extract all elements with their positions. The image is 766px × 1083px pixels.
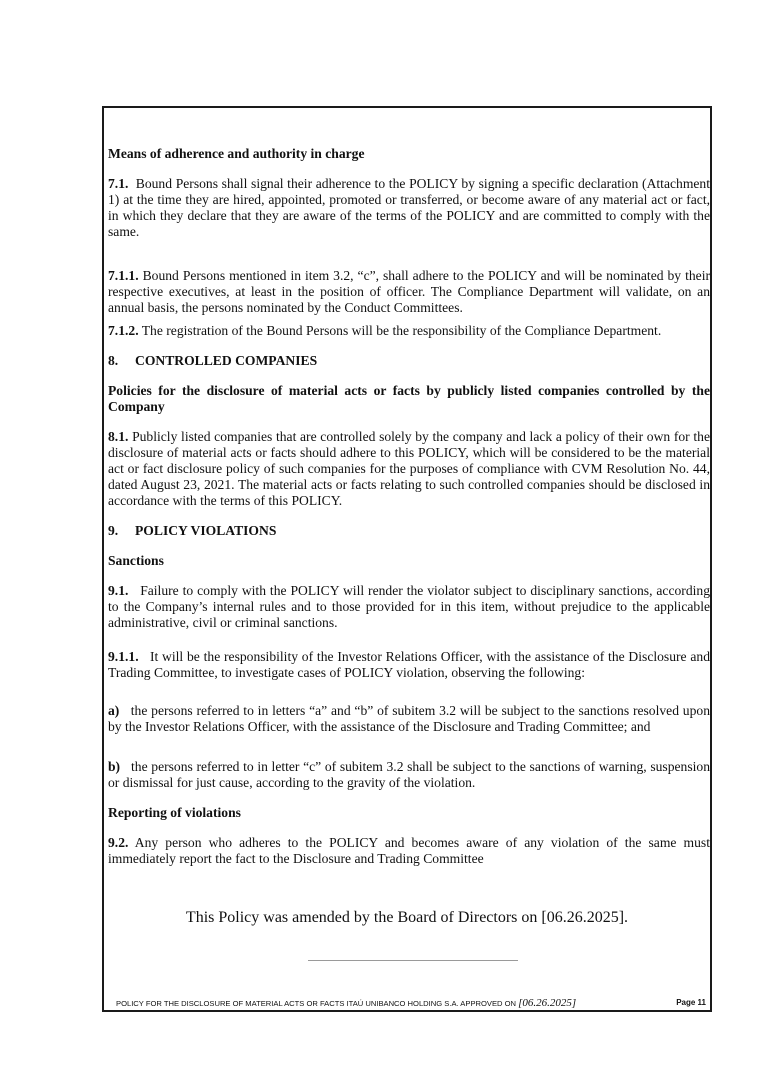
paragraph-text: Bound Persons mentioned in item 3.2, “c”, shall adhere to the POLICY and will be nominated by their respective executives, at least in the position of officer. The Compliance Department will validate, on an annual basis, the persons nominated by the Conduct Committees. bbox=[108, 268, 710, 315]
item-number: 7.1.2. bbox=[108, 323, 139, 338]
footer-approval-date: [06.26.2025] bbox=[518, 997, 577, 1009]
item-number: 9.2. bbox=[108, 835, 129, 850]
page-footer bbox=[116, 996, 712, 1010]
item-number: 9.1. bbox=[108, 583, 129, 598]
page-number: Page 11 bbox=[676, 998, 706, 1007]
paragraph-text: It will be the responsibility of the Investor Relations Officer, with the assistance of the Disclosure and Trading Committee, to investigate cases of POLICY violation, observing the following: bbox=[108, 649, 710, 680]
item-number: 8.1. bbox=[108, 429, 129, 444]
paragraph-7-1 bbox=[108, 176, 710, 240]
section-title: POLICY VIOLATIONS bbox=[135, 523, 277, 538]
sanctions-subheading: Sanctions bbox=[108, 553, 164, 568]
paragraph-text: Failure to comply with the POLICY will render the violator subject to disciplinary sanctions, according to the Company’s internal rules and to those provided for in this item, without prejudice to the applicable administrative, civil or criminal sanctions. bbox=[108, 583, 710, 630]
paragraph-9-1 bbox=[108, 583, 710, 631]
section-8-subheading: Policies for the disclosure of material acts or facts by publicly listed companies controlled by the Company bbox=[108, 383, 710, 414]
section-8-heading bbox=[108, 353, 710, 369]
paragraph-9-2 bbox=[108, 835, 710, 867]
item-letter: a) bbox=[108, 703, 120, 718]
paragraph-b bbox=[108, 759, 710, 791]
paragraph-text: the persons referred to in letter “c” of subitem 3.2 shall be subject to the sanctions of warning, suspension or dismissal for just cause, according to the gravity of the violation. bbox=[108, 759, 710, 790]
paragraph-8-1 bbox=[108, 429, 710, 509]
paragraph-text: the persons referred to in letters “a” and “b” of subitem 3.2 will be subject to the sanctions resolved upon by the Investor Relations Officer, with the assistance of the Disclosure and Trading Committee; and bbox=[108, 703, 710, 734]
footer-policy-title: POLICY FOR THE DISCLOSURE OF MATERIAL ACTS OR FACTS ITAÚ UNIBANCO HOLDING S.A. APPROVED ON bbox=[116, 999, 517, 1008]
section-9-heading bbox=[108, 523, 710, 539]
item-number: 9.1.1. bbox=[108, 649, 139, 664]
item-number: 7.1.1. bbox=[108, 268, 139, 283]
section-heading-adherence: Means of adherence and authority in charge bbox=[108, 146, 365, 161]
signature-line bbox=[308, 960, 518, 961]
paragraph-text: Bound Persons shall signal their adherence to the POLICY by signing a specific declaration (Attachment 1) at the time they are hired, appointed, promoted or transferred, or become aware of any material act or fact, in which they declare that they are aware of the terms of the POLICY and are committed to comply with the same. bbox=[108, 176, 711, 239]
paragraph-text: Publicly listed companies that are controlled solely by the company and lack a policy of their own for the disclosure of material acts or facts should adhere to this POLICY, which will be considered to be the material act or fact disclosure policy of such companies for the purposes of compliance with CVM Resolution No. 44, dated August 23, 2021. The material acts or facts relating to such controlled companies should be disclosed in accordance with the terms of this POLICY. bbox=[108, 429, 710, 508]
item-letter: b) bbox=[108, 759, 121, 774]
paragraph-7-1-2 bbox=[108, 323, 710, 339]
section-title: CONTROLLED COMPANIES bbox=[135, 353, 318, 368]
section-number: 8. bbox=[108, 353, 119, 368]
amendment-note: This Policy was amended by the Board of Directors on [06.26.2025]. bbox=[185, 909, 629, 926]
document-body bbox=[108, 146, 710, 867]
reporting-subheading: Reporting of violations bbox=[108, 805, 241, 820]
paragraph-text: The registration of the Bound Persons will be the responsibility of the Compliance Department. bbox=[141, 323, 662, 338]
paragraph-9-1-1 bbox=[108, 649, 710, 681]
item-number: 7.1. bbox=[108, 176, 129, 191]
paragraph-7-1-1 bbox=[108, 268, 710, 316]
paragraph-text: Any person who adheres to the POLICY and becomes aware of any violation of the same must immediately report the fact to the Disclosure and Trading Committee bbox=[108, 835, 710, 866]
paragraph-a bbox=[108, 703, 710, 735]
section-number: 9. bbox=[108, 523, 119, 538]
